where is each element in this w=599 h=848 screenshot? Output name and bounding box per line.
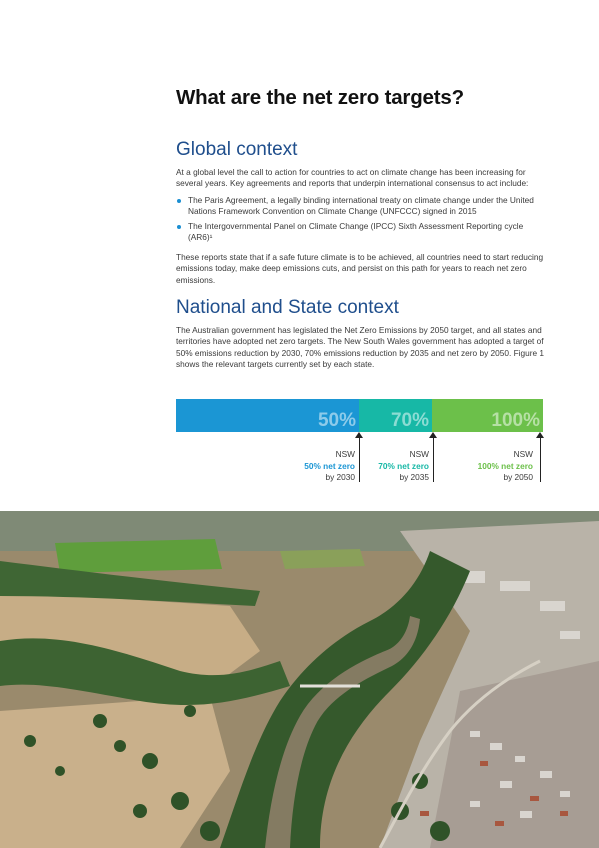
target-segment-100 [432, 399, 543, 432]
target-segment-50 [176, 399, 359, 432]
target-value: 50% net zero [304, 460, 355, 471]
list-item: The Paris Agreement, a legally binding international treaty on climate change under the United Nations Framework Convention on Climate Change (UNFCCC) signed in 2015 [176, 195, 546, 218]
list-item: The Intergovernmental Panel on Climate Change (IPCC) Sixth Assessment Reporting cycle (AR6)¹ [176, 221, 546, 244]
global-context-heading: Global context [176, 139, 298, 160]
target-year: by 2035 [399, 472, 429, 483]
global-bullet-list [176, 195, 546, 247]
target-value: 70% net zero [378, 460, 429, 471]
target-segment-70 [359, 399, 432, 432]
target-state: NSW [409, 449, 429, 459]
segment-label: 100% [491, 410, 540, 431]
national-body: The Australian government has legislated the Net Zero Emissions by 2050 target, and all states and territories have adopted net zero targets. The New South Wales government has adopted a target of 50% emissions reduction by 2030, 70% emissions reduction by 2035 and net zero by 2050. Figure 1 shows the relevant targets currently set by each state. [176, 325, 545, 370]
targets-bar [176, 399, 543, 432]
segment-label: 70% [390, 410, 429, 431]
marker-line [359, 437, 360, 482]
target-label-2050 [478, 449, 533, 484]
aerial-landscape-image [0, 511, 599, 848]
target-label-2035 [378, 449, 429, 484]
target-label-2030 [304, 449, 355, 484]
global-closing: These reports state that if a safe future climate is to be achieved, all countries need to start reducing emissions today, make deep emissions cuts, and persist on this path for years to reach net zero emissions. [176, 252, 544, 285]
global-intro: At a global level the call to action for countries to act on climate change has been increasing for several years. Key agreements and reports that underpin international consensus to act include: [176, 167, 529, 189]
page-title: What are the net zero targets? [176, 86, 464, 109]
aerial-photo [0, 511, 599, 848]
target-value: 100% net zero [477, 460, 533, 471]
target-year: by 2050 [503, 472, 533, 483]
target-state: NSW [513, 449, 533, 459]
target-state: NSW [335, 449, 355, 459]
marker-line [433, 437, 434, 482]
marker-line [540, 437, 541, 482]
target-year: by 2030 [325, 472, 355, 483]
segment-label: 50% [317, 410, 356, 431]
national-context-heading: National and State context [176, 297, 399, 318]
